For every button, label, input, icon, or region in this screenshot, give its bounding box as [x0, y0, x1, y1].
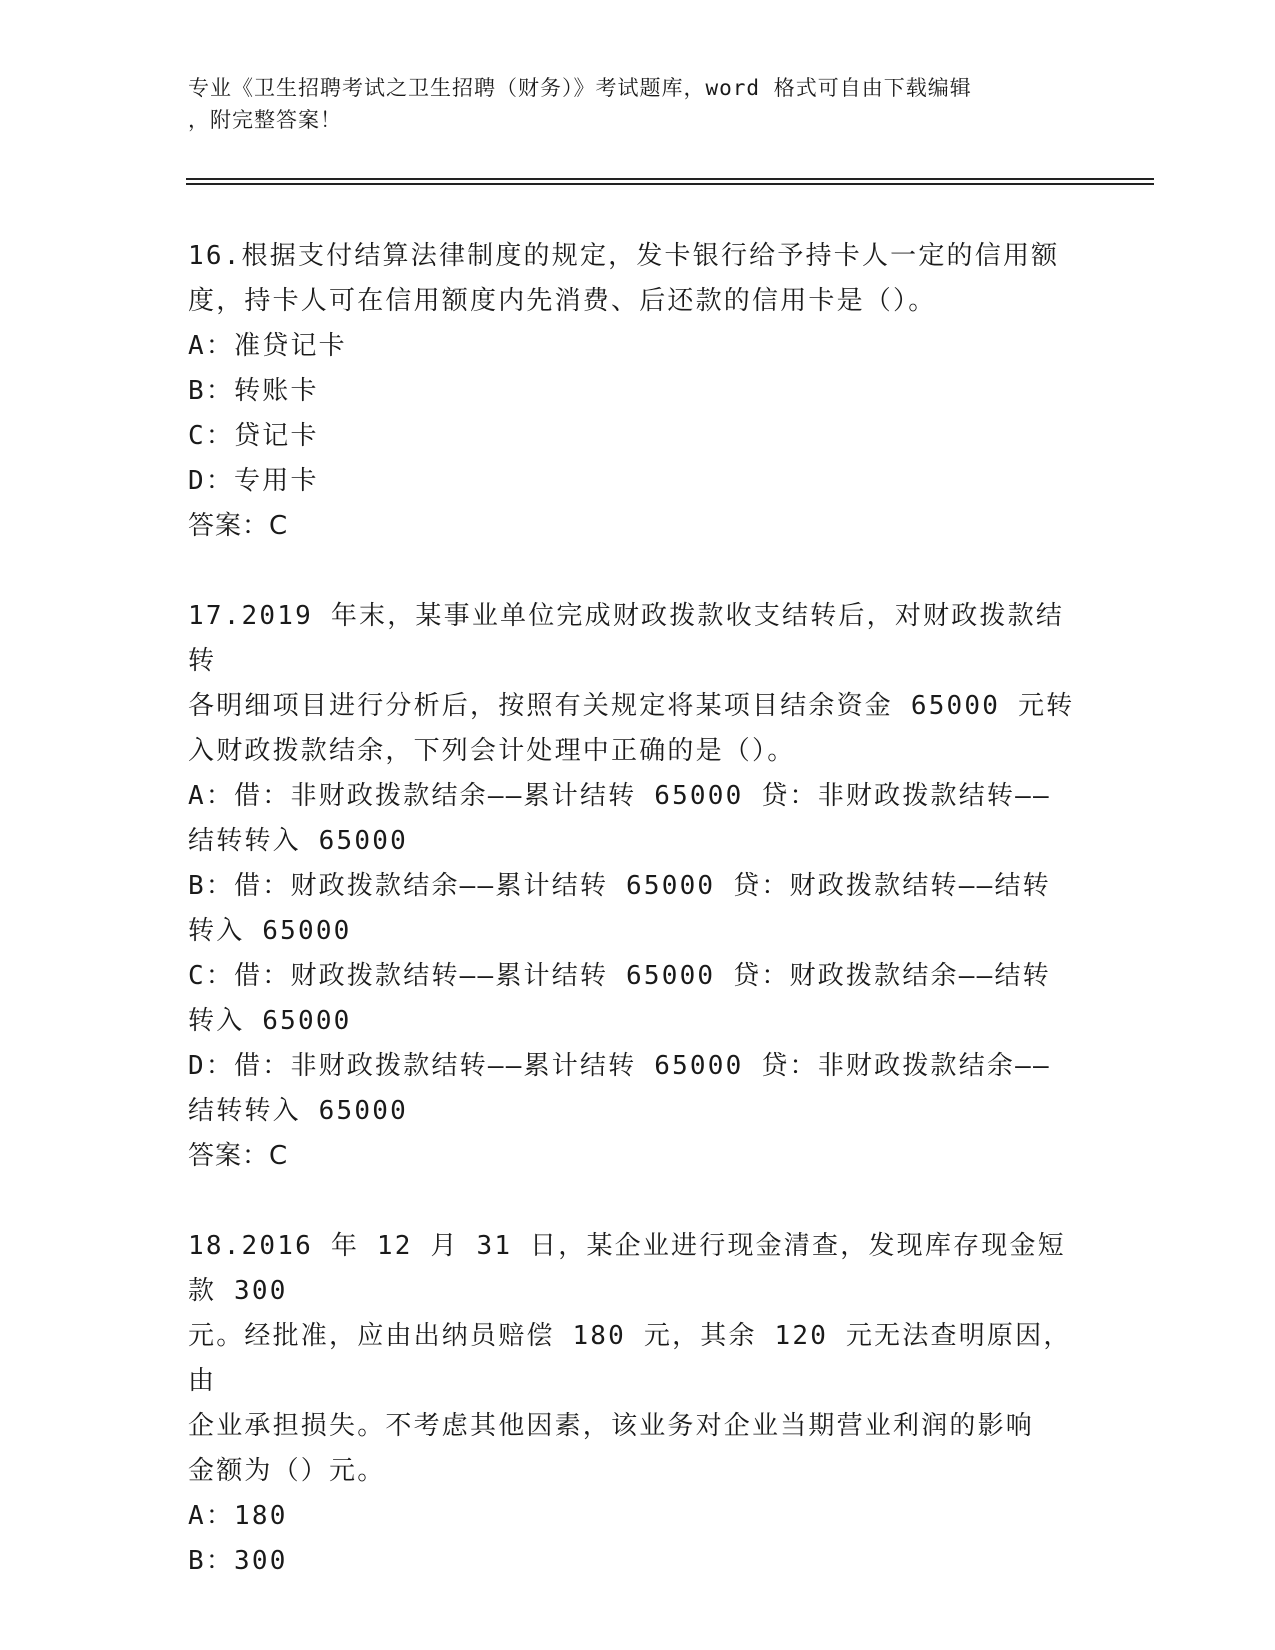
question-18 [188, 1224, 1088, 1584]
stem-line: 金额为（）元。 [188, 1456, 386, 1486]
option-c: C：借：财政拨款结转——累计结转 65000 贷：财政拨款结余——结转 转入 65000 [188, 961, 1051, 1036]
answer-line: 答案：C [188, 1141, 289, 1171]
question-17 [188, 594, 1088, 1179]
question-list [188, 234, 1088, 1584]
option-b: B：300 [188, 1546, 288, 1576]
question-stem [188, 1224, 1088, 1494]
stem-line: 入财政拨款结余，下列会计处理中正确的是（）。 [188, 736, 796, 766]
answer-line: 答案：C [188, 511, 289, 541]
option-a: A：180 [188, 1501, 288, 1531]
question-stem [188, 234, 1088, 324]
question-stem [188, 594, 1088, 774]
option-c: C：贷记卡 [188, 421, 319, 451]
header-divider-bottom [186, 183, 1154, 185]
header-line-1: 专业《卫生招聘考试之卫生招聘（财务）》考试题库，word 格式可自由下载编辑 [188, 76, 972, 100]
option-a: A：准贷记卡 [188, 331, 347, 361]
document-header [188, 72, 1068, 136]
option-b: B：借：财政拨款结余——累计结转 65000 贷：财政拨款结转——结转 转入 65000 [188, 871, 1051, 946]
stem-line: 度，持卡人可在信用额度内先消费、后还款的信用卡是（）。 [188, 286, 937, 316]
option-a: A：借：非财政拨款结余——累计结转 65000 贷：非财政拨款结转—— 结转转入 65000 [188, 781, 1051, 856]
option-d: D：借：非财政拨款结转——累计结转 65000 贷：非财政拨款结余—— 结转转入 65000 [188, 1051, 1051, 1126]
option-d: D：专用卡 [188, 466, 319, 496]
stem-line: 元。经批准，应由出纳员赔偿 180 元，其余 120 元无法查明原因，由 [188, 1321, 1072, 1396]
option-b: B：转账卡 [188, 376, 319, 406]
header-divider-top [186, 178, 1154, 180]
question-16 [188, 234, 1088, 549]
stem-line: 16.根据支付结算法律制度的规定，发卡银行给予持卡人一定的信用额 [188, 241, 1060, 271]
stem-line: 17.2019 年末，某事业单位完成财政拨款收支结转后，对财政拨款结转 [188, 601, 1065, 676]
header-line-2: ，附完整答案！ [188, 108, 342, 132]
stem-line: 企业承担损失。不考虑其他因素，该业务对企业当期营业利润的影响 [188, 1411, 1035, 1441]
stem-line: 18.2016 年 12 月 31 日，某企业进行现金清查，发现库存现金短款 300 [188, 1231, 1066, 1306]
stem-line: 各明细项目进行分析后，按照有关规定将某项目结余资金 65000 元转 [188, 691, 1075, 721]
